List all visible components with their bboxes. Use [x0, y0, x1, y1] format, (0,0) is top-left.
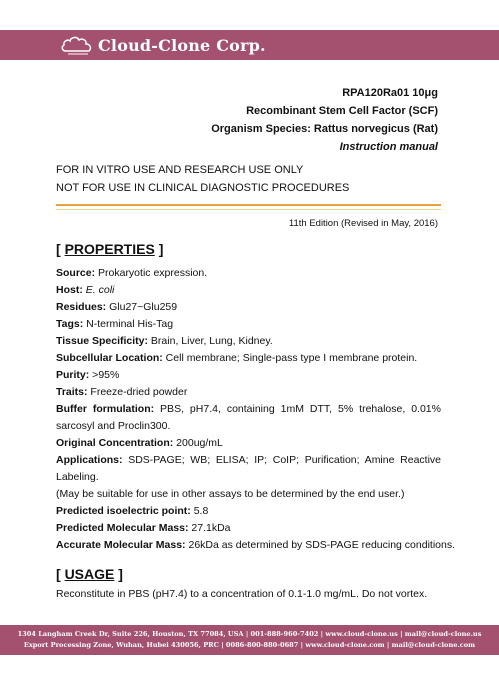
- property-label: Residues:: [56, 301, 107, 313]
- product-name: Recombinant Stem Cell Factor (SCF): [246, 105, 438, 117]
- divider-yellow: [56, 209, 441, 210]
- clinical-use-warning: NOT FOR USE IN CLINICAL DIAGNOSTIC PROCEDURES: [56, 182, 350, 194]
- property-value: 200ug/mL: [173, 437, 223, 449]
- property-label: Purity:: [56, 369, 90, 381]
- property-row: [56, 452, 441, 486]
- footer-us-address: 1304 Langham Creek Dr, Suite 226, Houston, TX 77084, USA | 001-888-960-7402 | www.cloud-clone.us | mail@cloud-clone.us: [17, 630, 482, 638]
- property-value: E. coli: [82, 284, 115, 296]
- cloud-logo-icon: [60, 34, 94, 56]
- property-label: Predicted Molecular Mass:: [56, 522, 189, 534]
- property-value: Brain, Liver, Lung, Kidney.: [148, 335, 273, 347]
- property-value: 27.1kDa: [188, 522, 231, 534]
- property-label: Tissue Specificity:: [56, 335, 149, 347]
- property-row: [56, 435, 441, 452]
- company-name: Cloud-Clone Corp.: [98, 35, 266, 55]
- organism-species: Organism Species: Rattus norvegicus (Rat): [211, 123, 438, 135]
- property-row: [56, 316, 441, 333]
- property-value: Freeze-dried powder: [87, 386, 188, 398]
- property-label: Buffer formulation:: [56, 403, 155, 415]
- property-label: Accurate Molecular Mass:: [56, 539, 186, 551]
- property-label: Original Concentration:: [56, 437, 174, 449]
- edition-note: 11th Edition (Revised in May, 2016): [288, 218, 438, 229]
- property-label: Host:: [56, 284, 83, 296]
- properties-title: PROPERTIES: [64, 241, 155, 257]
- usage-heading: [ USAGE ]: [56, 566, 123, 582]
- property-value: (May be suitable for use in other assays to be determined by the end user.): [56, 488, 405, 500]
- property-value: N-terminal His-Tag: [83, 318, 174, 330]
- property-label: Tags:: [56, 318, 84, 330]
- usage-title: USAGE: [64, 566, 115, 582]
- property-row: [56, 520, 441, 537]
- property-value: Cell membrane; Single-pass type I membrane protein.: [162, 352, 418, 364]
- usage-text: Reconstitute in PBS (pH7.4) to a concentration of 0.1-1.0 mg/mL. Do not vortex.: [56, 588, 428, 600]
- divider-orange: [56, 204, 441, 206]
- property-label: Subcellular Location:: [56, 352, 163, 364]
- property-value: SDS-PAGE; WB; ELISA; IP; CoIP; Purification; Amine Reactive Labeling.: [56, 454, 441, 483]
- research-use-warning: FOR IN VITRO USE AND RESEARCH USE ONLY: [56, 164, 304, 176]
- property-row: [56, 333, 441, 350]
- property-label: Predicted isoelectric point:: [56, 505, 191, 517]
- property-row: [56, 299, 441, 316]
- footer-cn-address: Export Processing Zone, Wuhan, Hubei 430056, PRC | 0086-800-880-0687 | www.cloud-clone.com | mail@cloud-clone.com: [23, 641, 476, 649]
- property-row: [56, 537, 456, 554]
- property-label: Applications:: [56, 454, 123, 466]
- property-value: 26kDa as determined by SDS-PAGE reducing conditions.: [185, 539, 456, 551]
- doc-type: Instruction manual: [339, 141, 438, 153]
- property-row: [56, 503, 441, 520]
- properties-heading: [ PROPERTIES ]: [56, 241, 164, 257]
- property-row: [56, 265, 441, 282]
- property-row: [56, 367, 441, 384]
- property-value: >95%: [89, 369, 120, 381]
- product-meta: [211, 84, 438, 156]
- catalog-number: RPA120Ra01 10μg: [342, 87, 438, 99]
- property-row: [56, 401, 441, 435]
- property-row: [56, 350, 441, 367]
- property-value: Prokaryotic expression.: [95, 267, 208, 279]
- property-row: [56, 384, 441, 401]
- company-logo: [60, 32, 266, 58]
- property-label: Traits:: [56, 386, 88, 398]
- property-label: Source:: [56, 267, 96, 279]
- property-value: 5.8: [190, 505, 209, 517]
- properties-list: [56, 265, 456, 554]
- property-row: [56, 486, 441, 503]
- footer-bar: [0, 625, 499, 655]
- property-value: Glu27~Glu259: [106, 301, 178, 313]
- property-row: [56, 282, 441, 299]
- property-value: PBS, pH7.4, containing 1mM DTT, 5% trehalose, 0.01% sarcosyl and Proclin300.: [56, 403, 441, 432]
